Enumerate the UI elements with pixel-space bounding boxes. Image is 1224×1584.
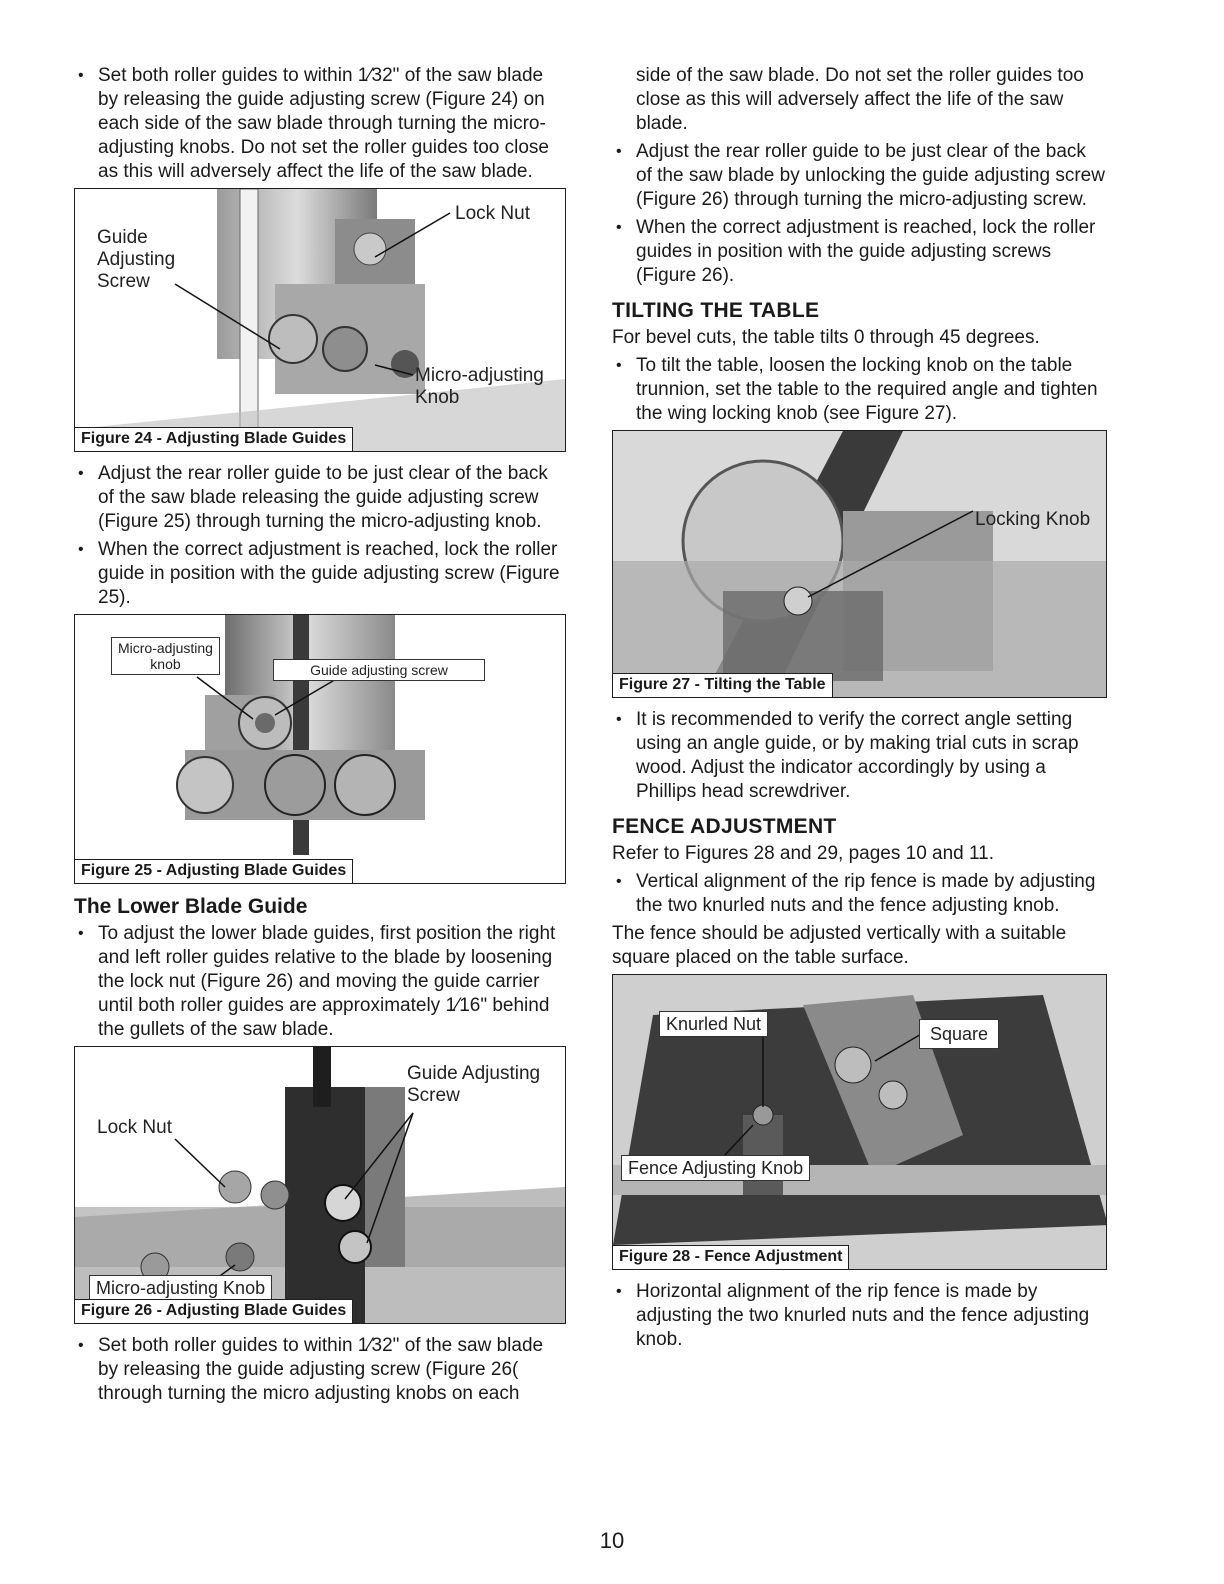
page-number: 10 (599, 1528, 625, 1553)
label-fence-adjusting-knob: Fence Adjusting Knob (621, 1155, 810, 1181)
label-micro-adjusting-knob: Micro-adjusting Knob (89, 1275, 272, 1301)
label-locking-knob: Locking Knob (975, 509, 1091, 530)
label-micro-adjusting-knob: Micro-adjusting Knob (415, 365, 544, 408)
left-column (74, 64, 566, 1410)
label-square: Square (919, 1019, 999, 1049)
right-column (612, 64, 1107, 1356)
list-item: • Horizontal alignment of the rip fence is made by adjusting the two knurled nuts and the fence adjusting knob. (612, 1280, 1107, 1352)
label-lock-nut: Lock Nut (97, 1117, 172, 1138)
list-item: • Adjust the rear roller guide to be just clear of the back of the saw blade by unlocking the guide adjusting screw (Figure 26) through turning the micro-adjusting screw. (612, 140, 1107, 212)
list-item: • Set both roller guides to within 1⁄32" of the saw blade by releasing the guide adjusting screw (Figure 26( through turning the micro adjusting knobs on each (74, 1334, 566, 1406)
figure-26-caption: Figure 26 - Adjusting Blade Guides (75, 1299, 353, 1323)
bullet-list-2 (74, 462, 566, 610)
label-lock-nut: Lock Nut (455, 203, 530, 224)
list-item: • When the correct adjustment is reached, lock the roller guide in position with the guide adjusting screw (Figure 25). (74, 538, 566, 610)
list-item: • When the correct adjustment is reached, lock the roller guides in position with the guide adjusting screws (Figure 26). (612, 216, 1107, 288)
tilt-bullet-list-2 (612, 708, 1107, 804)
figure-26 (74, 1046, 566, 1324)
fence-intro: Refer to Figures 28 and 29, pages 10 and 11. (612, 843, 995, 864)
tilt-bullet-list (612, 354, 1107, 426)
figure-27-caption: Figure 27 - Tilting the Table (613, 673, 833, 697)
list-item: • Set both roller guides to within 1⁄32" of the saw blade by releasing the guide adjusting screw (Figure 24) on each side of the saw blade through turning the micro-adjusting knobs. Do not set the roller guides too close as this will adversely affect the life of the saw blade. (74, 64, 566, 184)
list-item-continued: side of the saw blade. Do not set the roller guides too close as this will adversely affect the life of the saw blade. (636, 65, 1084, 134)
figure-24 (74, 188, 566, 452)
figure-27-photo (613, 431, 1107, 697)
heading-tilting-the-table: TILTING THE TABLE (612, 299, 820, 322)
tilt-intro: For bevel cuts, the table tilts 0 through 45 degrees. (612, 327, 1040, 348)
label-guide-adjusting-screw: Guide adjusting screw (273, 659, 485, 681)
label-micro-adjusting-knob: Micro-adjusting knob (111, 637, 220, 675)
figure-25 (74, 614, 566, 884)
fence-paragraph: The fence should be adjusted vertically with a suitable square placed on the table surface. (612, 923, 1067, 968)
list-item: • It is recommended to verify the correct angle setting using an angle guide, or by making trial cuts in scrap wood. Adjust the indicator accordingly by using a Phillips head screwdriver. (612, 708, 1107, 804)
heading-fence-adjustment: FENCE ADJUSTMENT (612, 815, 837, 838)
list-item: • To adjust the lower blade guides, first position the right and left roller guides relative to the blade by loosening the lock nut (Figure 26) and moving the guide carrier until both roller guides are approximately 1⁄16" behind the gullets of the saw blade. (74, 922, 566, 1042)
figure-25-caption: Figure 25 - Adjusting Blade Guides (75, 859, 353, 883)
figure-28 (612, 974, 1107, 1270)
fence-bullet-list (612, 870, 1107, 918)
list-item: • Vertical alignment of the rip fence is made by adjusting the two knurled nuts and the fence adjusting knob. (612, 870, 1107, 918)
label-knurled-nut: Knurled Nut (659, 1011, 768, 1037)
figure-27 (612, 430, 1107, 698)
fence-bullet-list-2 (612, 1280, 1107, 1352)
figure-28-caption: Figure 28 - Fence Adjustment (613, 1245, 849, 1269)
bullet-list-1 (74, 64, 566, 184)
heading-lower-blade-guide: The Lower Blade Guide (74, 895, 308, 918)
bullet-list-3 (74, 922, 566, 1042)
label-guide-adjusting-screw: Guide Adjusting Screw (407, 1063, 541, 1106)
bullet-list-continued (612, 64, 1107, 288)
label-guide-adjusting-screw: Guide Adjusting Screw (97, 227, 176, 292)
list-item: • Adjust the rear roller guide to be just clear of the back of the saw blade releasing the guide adjusting screw (Figure 25) through turning the micro-adjusting knob. (74, 462, 566, 534)
bullet-list-4 (74, 1334, 566, 1406)
list-item: • To tilt the table, loosen the locking knob on the table trunnion, set the table to the required angle and tighten the wing locking knob (see Figure 27). (612, 354, 1107, 426)
figure-24-caption: Figure 24 - Adjusting Blade Guides (75, 427, 353, 451)
